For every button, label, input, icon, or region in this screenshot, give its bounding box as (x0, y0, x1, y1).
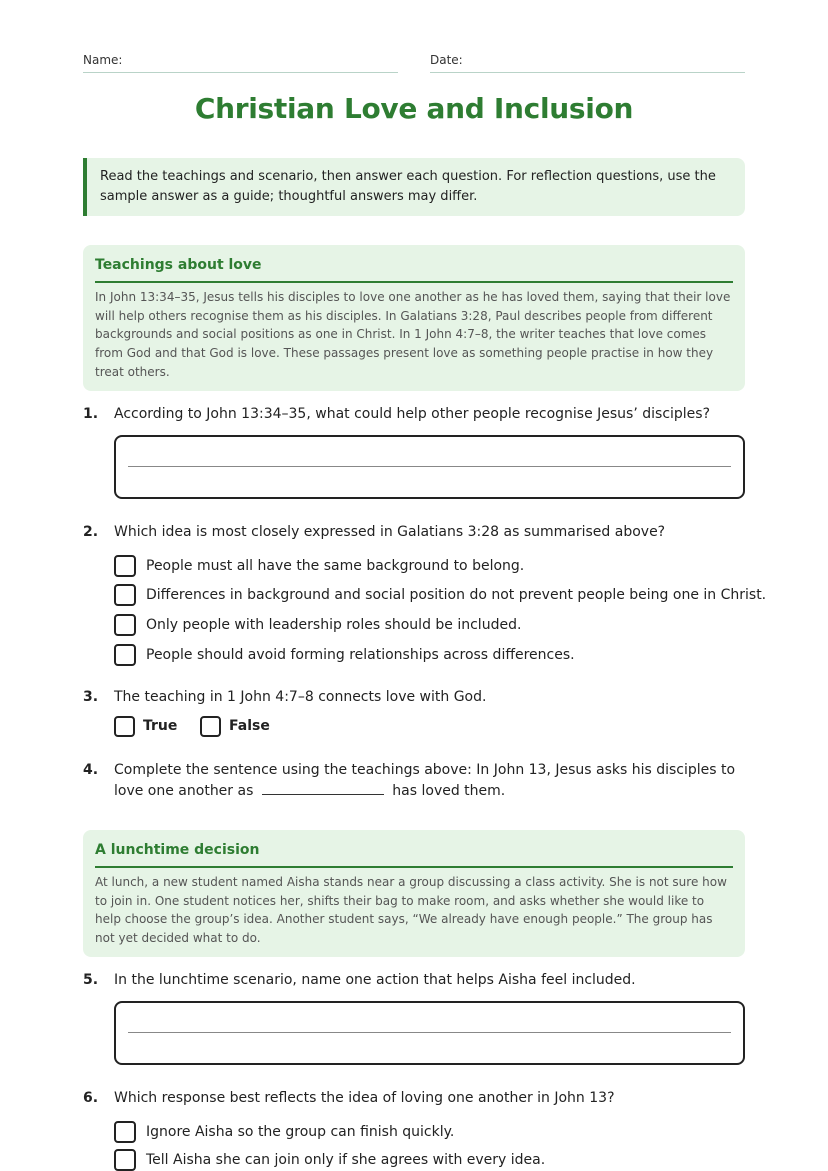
scenario-title: A lunchtime decision (95, 840, 733, 868)
question-number: 2. (83, 524, 99, 540)
sentence-end: has loved them. (392, 783, 506, 799)
instructions-box (83, 158, 745, 216)
question-text: Which response best reflects the idea of loving one another in John 13? (114, 1090, 615, 1106)
answer-box-1[interactable] (114, 435, 745, 499)
checkbox[interactable] (200, 716, 221, 737)
true-label: True (143, 718, 178, 734)
answer-line (128, 1032, 731, 1033)
option-label: Ignore Aisha so the group can finish quickly. (146, 1124, 455, 1140)
question-number: 3. (83, 689, 99, 705)
teachings-title: Teachings about love (95, 255, 733, 283)
checkbox[interactable] (114, 555, 136, 577)
date-label: Date: (430, 53, 463, 67)
checkbox[interactable] (114, 716, 135, 737)
scenario-panel (83, 830, 745, 957)
checkbox[interactable] (114, 614, 136, 636)
date-field[interactable] (430, 52, 745, 73)
worksheet-title: Christian Love and Inclusion (194, 92, 634, 125)
question-1 (83, 404, 745, 426)
checkbox[interactable] (114, 584, 136, 606)
false-label: False (229, 718, 270, 734)
name-field[interactable] (83, 52, 398, 73)
fill-in-blank[interactable] (262, 781, 384, 795)
sentence-start: Complete the sentence using the teachings above: In John 13, Jesus asks his disciples to love one another as (114, 762, 736, 799)
answer-box-5[interactable] (114, 1001, 745, 1065)
name-label: Name: (83, 53, 123, 67)
option-label: Only people with leadership roles should be included. (146, 617, 522, 633)
student-info-row (83, 52, 745, 74)
question-number: 1. (83, 406, 99, 422)
scenario-body: At lunch, a new student named Aisha stands near a group discussing a class activity. She is not sure how to join in. One student notices her, shifts their bag to make room, and asks whether she would like to help choose the group’s idea. Another student says, “We already have enough people.” The group has not yet decided what to do. (95, 875, 727, 946)
option-label: Differences in background and social position do not prevent people being one in Christ. (146, 587, 767, 603)
question-number: 5. (83, 972, 99, 988)
teachings-body: In John 13:34–35, Jesus tells his disciples to love one another as he has loved them, saying that their love will help others recognise them as his disciples. In Galatians 3:28, Paul describes people from different backgrounds and social positions as one in Christ. In 1 John 4:7–8, the writer teaches that love comes from God and that God is love. These passages present love as something people practise in how they treat others. (95, 290, 731, 379)
option-label: Tell Aisha she can join only if she agrees with every idea. (146, 1152, 546, 1168)
checkbox[interactable] (114, 1121, 136, 1143)
option-label: People must all have the same background to belong. (146, 558, 525, 574)
checkbox[interactable] (114, 1149, 136, 1171)
question-4 (83, 760, 745, 804)
option-label: People should avoid forming relationships across differences. (146, 647, 575, 663)
answer-line (128, 466, 731, 467)
false-option[interactable] (200, 716, 280, 736)
question-3 (83, 687, 745, 709)
teachings-panel (83, 245, 745, 391)
instructions-text: Read the teachings and scenario, then answer each question. For reflection questions, use the sample answer as a guide; thoughtful answers may differ. (100, 169, 716, 204)
question-5 (83, 970, 745, 992)
question-number: 4. (83, 762, 99, 778)
question-text: Which idea is most closely expressed in Galatians 3:28 as summarised above? (114, 524, 666, 540)
question-6 (83, 1088, 745, 1110)
question-2 (83, 522, 745, 544)
question-text: In the lunchtime scenario, name one action that helps Aisha feel included. (114, 972, 636, 988)
question-number: 6. (83, 1090, 99, 1106)
question-text: The teaching in 1 John 4:7–8 connects love with God. (114, 689, 487, 705)
question-text (114, 760, 745, 802)
question-text: According to John 13:34–35, what could help other people recognise Jesus’ disciples? (114, 406, 711, 422)
true-option[interactable] (114, 716, 194, 736)
checkbox[interactable] (114, 644, 136, 666)
